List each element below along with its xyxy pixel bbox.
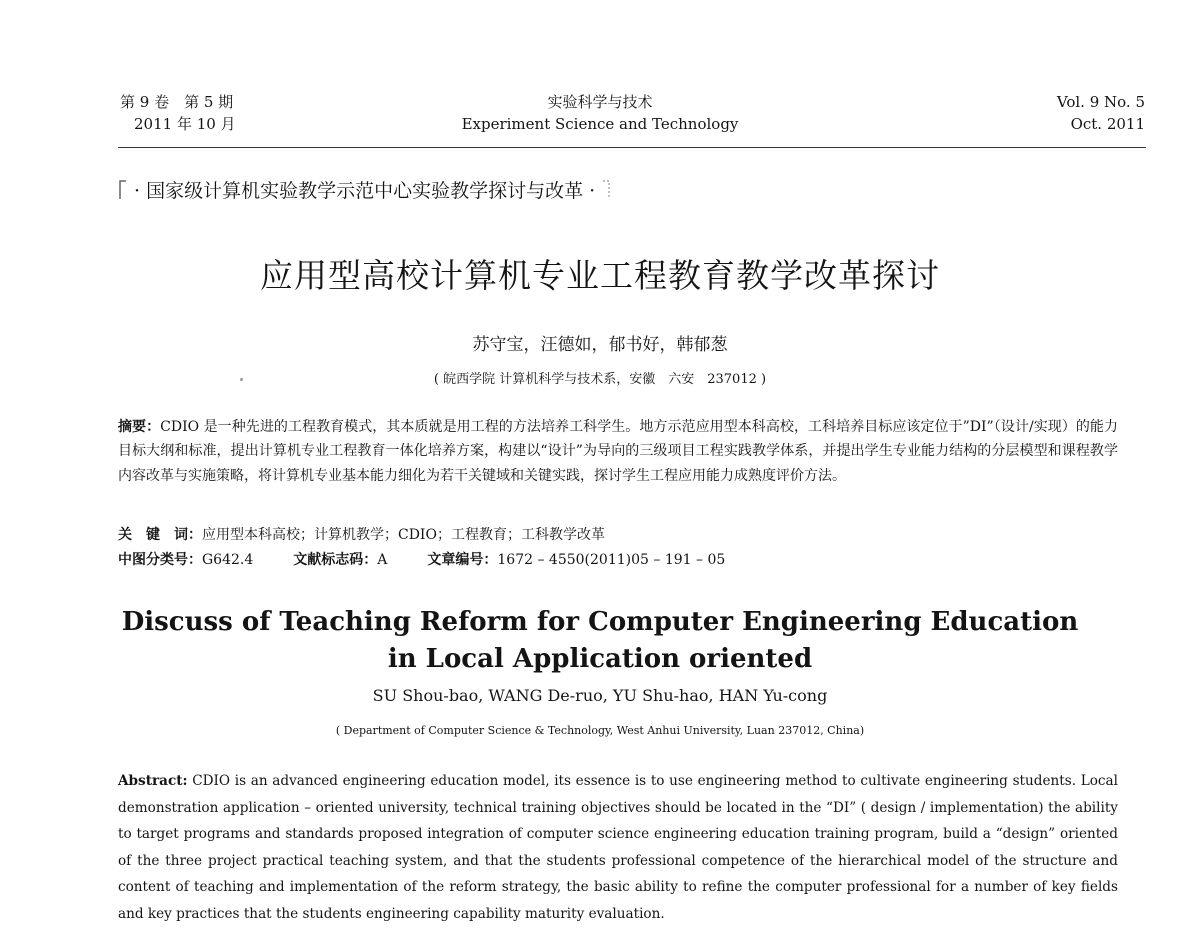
title-en [0, 604, 1200, 678]
abstract-en-label: Abstract: [118, 773, 188, 789]
header-rule [118, 147, 1146, 148]
header-date-zh: 2011 年 10 月 [134, 115, 236, 133]
abstract-zh-label: 摘要： [118, 419, 161, 435]
doc-code-value: A [377, 552, 388, 568]
bracket-left-icon [118, 179, 128, 201]
journal-name-zh: 实验科学与技术 [547, 93, 653, 111]
clc-value: G642.4 [202, 552, 254, 568]
keywords-zh-label: 关 键 词： [118, 527, 202, 543]
column-tag [118, 176, 611, 203]
classification-line [118, 549, 725, 569]
affiliation-zh: ( 皖西学院 计算机科学与技术系，安徽 六安 237012 ) [433, 372, 767, 387]
bracket-right-icon [601, 179, 611, 201]
keywords-zh-text: 应用型本科高校；计算机教学；CDIO；工程教育；工科教学改革 [202, 527, 605, 543]
abstract-en [118, 768, 1118, 927]
title-en-line2: in Local Application oriented [387, 644, 813, 674]
header-vol-en [1057, 91, 1145, 135]
journal-name-en: Experiment Science and Technology [461, 115, 739, 133]
abstract-en-text: CDIO is an advanced engineering education model, its essence is to use engineering method to cultivate engineering students. Local demonstration application – oriented university, technical training objectives should be located in the “DI” ( design / implementation) the ability to target programs and standards proposed integration of computer science engineering education training program, build a “design” oriented of the three project practical teaching system, and that the students professional competence of the hierarchical model of the structure and content of teaching and implementation of the reform strategy, the basic ability to refine the computer professional for a number of key fields and key practices that the students engineering capability maturity evaluation. [118, 773, 1118, 922]
keywords-zh [118, 524, 605, 544]
doc-code-label: 文献标志码： [293, 552, 378, 568]
title-zh: 应用型高校计算机专业工程教育教学改革探讨 [260, 256, 940, 295]
article-no-value: 1672 – 4550(2011)05 – 191 – 05 [497, 552, 726, 568]
abstract-zh [118, 415, 1118, 488]
header-vol: Vol. 9 No. 5 [1056, 93, 1145, 111]
authors-zh: 苏守宝，汪德如，郁书好，韩郁葱 [472, 335, 728, 355]
header-date-en: Oct. 2011 [1070, 115, 1145, 133]
affiliation-en: ( Department of Computer Science & Technology, West Anhui University, Luan 237012, China) [335, 724, 865, 737]
clc-label: 中图分类号： [118, 552, 202, 568]
header-volume: 第 9 卷 第 5 期 [120, 93, 234, 111]
article-no-label: 文章编号： [427, 552, 498, 568]
header-journal [0, 91, 1200, 135]
authors-en: SU Shou-bao, WANG De-ruo, YU Shu-hao, HAN Yu-cong [372, 686, 828, 705]
abstract-zh-text: CDIO 是一种先进的工程教育模式，其本质就是用工程的方法培养工科学生。地方示范应用型本科高校，工科培养目标应该定位于”DI”（设计/实现）的能力目标大纲和标准，提出计算机专业工程教育一体化培养方案，构建以“设计”为导向的三级项目工程实践教学体系，并提出学生专业能力结构的分层模型和课程教学内容改革与实施策略，将计算机专业基本能力细化为若干关键域和关键实践，探讨学生工程应用能力成熟度评价方法。 [118, 419, 1118, 484]
column-title: · 国家级计算机实验教学示范中心实验教学探讨与改革 · [134, 180, 596, 202]
title-en-line1: Discuss of Teaching Reform for Computer Engineering Education [121, 607, 1079, 637]
